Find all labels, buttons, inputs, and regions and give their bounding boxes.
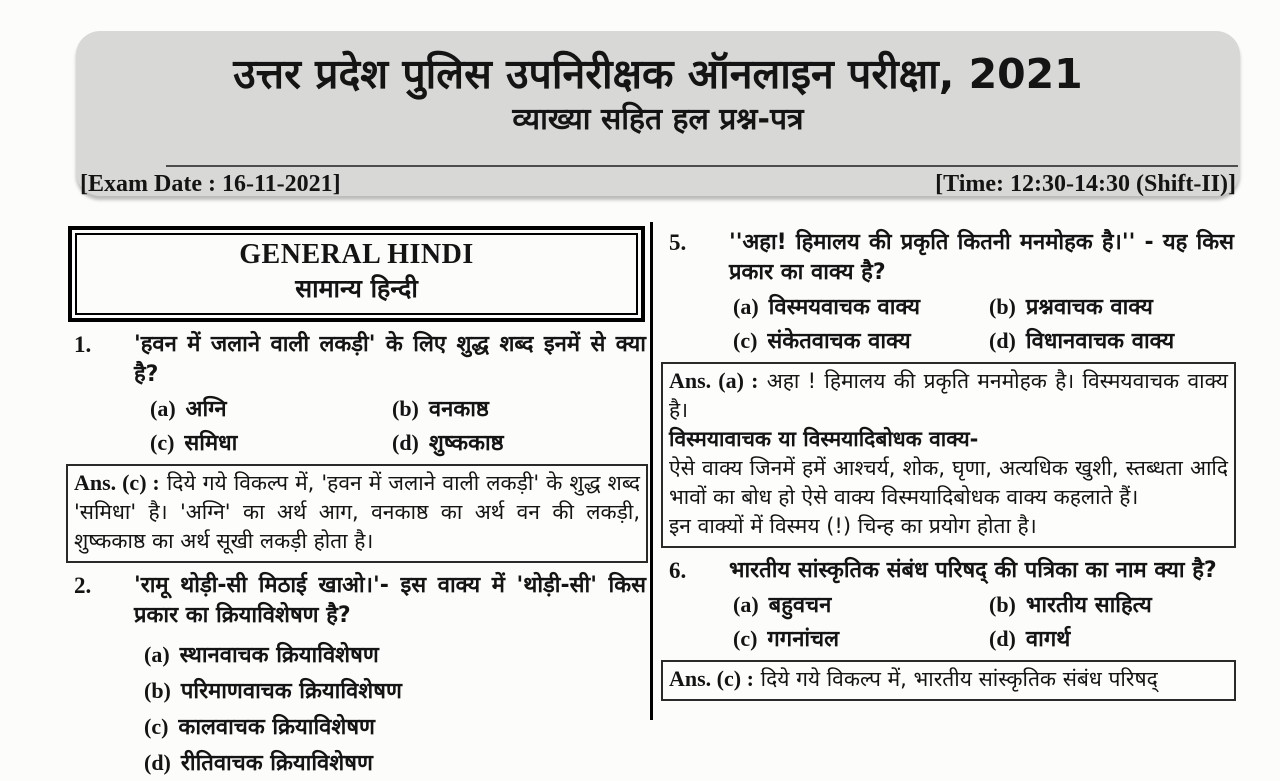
question-5-number: 5. bbox=[669, 230, 687, 255]
question-1-option-a bbox=[150, 394, 392, 424]
option-text: शुष्ककाष्ठ bbox=[428, 431, 504, 456]
question-2-options bbox=[144, 637, 648, 781]
question-5 bbox=[661, 228, 1236, 288]
question-6-option-d bbox=[989, 624, 1236, 654]
option-text: संकेतवाचक वाक्य bbox=[767, 329, 911, 354]
option-label: (a) bbox=[150, 396, 176, 421]
question-2 bbox=[66, 571, 648, 631]
left-column bbox=[66, 220, 648, 776]
question-5-options bbox=[733, 292, 1236, 356]
answer-5-subheading: विस्मयावाचक या विस्मयादिबोधक वाक्य- bbox=[669, 427, 979, 451]
exam-subtitle: व्याख्या सहित हल प्रश्न-पत्र bbox=[512, 102, 804, 137]
option-label: (d) bbox=[392, 430, 419, 455]
question-6-option-b bbox=[989, 590, 1236, 620]
answer-5-explanation-1: ऐसे वाक्य जिनमें हमें आश्चर्य, शोक, घृणा, अत्यधिक खुशी, स्तब्धता आदि भावों का बोध हो ऐसे वाक्य विस्मयादिबोधक वाक्य कहलाते हैं। bbox=[669, 456, 1228, 509]
section-title-box bbox=[68, 226, 645, 322]
answer-6-body: दिये गये विकल्प में, भारतीय सांस्कृतिक संबंध परिषद् bbox=[760, 667, 1158, 691]
option-label: (a) bbox=[144, 642, 170, 667]
option-text: रीतिवाचक क्रियाविशेषण bbox=[180, 751, 373, 776]
answer-1-text bbox=[74, 468, 640, 556]
option-label: (b) bbox=[989, 294, 1016, 319]
exam-shift-time: [Time: 12:30-14:30 (Shift-II)] bbox=[935, 171, 1236, 197]
exam-date: [Exam Date : 16-11-2021] bbox=[80, 171, 341, 197]
option-text: बहुवचन bbox=[768, 593, 832, 618]
question-5-text: ''अहा! हिमालय की प्रकृति कितनी मनमोहक है।'' - यह किस प्रकार का वाक्य है? bbox=[729, 230, 1234, 285]
option-label: (b) bbox=[144, 678, 171, 703]
column-divider-line bbox=[650, 222, 653, 720]
answer-5-label: Ans. (a) : bbox=[669, 368, 759, 393]
option-label: (c) bbox=[150, 430, 175, 455]
answer-5-body: अहा ! हिमालय की प्रकृति मनमोहक है। विस्मयवाचक वाक्य है। bbox=[669, 369, 1228, 422]
header-divider-line bbox=[166, 165, 1238, 167]
question-2-text: 'रामू थोड़ी-सी मिठाई खाओ।'- इस वाक्य में 'थोड़ी-सी' किस प्रकार का क्रियाविशेषण है? bbox=[134, 573, 646, 628]
question-2-option-a bbox=[144, 637, 648, 673]
exam-title: उत्तर प्रदेश पुलिस उपनिरीक्षक ऑनलाइन परीक्षा, 2021 bbox=[233, 50, 1083, 98]
question-6-option-c bbox=[733, 624, 989, 654]
question-6-number: 6. bbox=[669, 558, 687, 583]
question-2-option-c bbox=[144, 709, 648, 745]
option-text: वनकाष्ठ bbox=[428, 397, 489, 422]
answer-1-body: दिये गये विकल्प में, 'हवन में जलाने वाली लकड़ी' के शुद्ध शब्द 'समिधा' है। 'अग्नि' का अर्थ आग, वनकाष्ठ का अर्थ वन की लकड़ी, शुष्ककाष्ठ का अर्थ सूखी लकड़ी होता है। bbox=[74, 471, 640, 553]
answer-5-text bbox=[669, 366, 1228, 425]
question-2-number: 2. bbox=[74, 573, 92, 598]
question-columns bbox=[66, 220, 1236, 776]
option-label: (d) bbox=[989, 626, 1016, 651]
option-text: स्थानवाचक क्रियाविशेषण bbox=[179, 643, 379, 668]
question-5-option-d bbox=[989, 326, 1236, 356]
question-1-options bbox=[150, 394, 648, 458]
answer-6-label: Ans. (c) : bbox=[669, 666, 754, 691]
question-1-option-d bbox=[392, 428, 648, 458]
option-text: भारतीय साहित्य bbox=[1025, 593, 1152, 618]
option-label: (c) bbox=[733, 328, 758, 353]
question-1-text: 'हवन में जलाने वाली लकड़ी' के लिए शुद्ध शब्द इनमें से क्या है? bbox=[134, 332, 646, 387]
section-title-inner bbox=[75, 233, 638, 315]
option-text: समिधा bbox=[184, 431, 238, 456]
option-label: (a) bbox=[733, 294, 759, 319]
option-text: परिमाणवाचक क्रियाविशेषण bbox=[180, 679, 402, 704]
answer-1-box bbox=[66, 464, 648, 563]
option-text: अग्नि bbox=[185, 397, 227, 422]
answer-6-box bbox=[661, 660, 1236, 701]
option-text: गगनांचल bbox=[767, 627, 839, 652]
section-title-hindi: सामान्य हिन्दी bbox=[295, 274, 418, 303]
question-1-option-b bbox=[392, 394, 648, 424]
question-5-option-a bbox=[733, 292, 989, 322]
question-6-options bbox=[733, 590, 1236, 654]
answer-6-text bbox=[669, 664, 1228, 694]
option-label: (c) bbox=[733, 626, 758, 651]
question-6-option-a bbox=[733, 590, 989, 620]
question-5-option-b bbox=[989, 292, 1236, 322]
option-text: विस्मयवाचक वाक्य bbox=[768, 295, 920, 320]
option-label: (b) bbox=[392, 396, 419, 421]
option-label: (b) bbox=[989, 592, 1016, 617]
option-text: प्रश्नवाचक वाक्य bbox=[1025, 295, 1153, 320]
exam-meta-row bbox=[80, 170, 1236, 198]
question-2-option-d bbox=[144, 745, 648, 781]
option-label: (d) bbox=[989, 328, 1016, 353]
answer-5-box bbox=[661, 362, 1236, 548]
option-label: (a) bbox=[733, 592, 759, 617]
option-label: (c) bbox=[144, 714, 169, 739]
exam-header-box bbox=[76, 31, 1240, 196]
question-1 bbox=[66, 330, 648, 390]
question-1-option-c bbox=[150, 428, 392, 458]
option-label: (d) bbox=[144, 750, 171, 775]
question-6-text: भारतीय सांस्कृतिक संबंध परिषद् की पत्रिका का नाम क्या है? bbox=[729, 558, 1217, 583]
question-6 bbox=[661, 556, 1236, 586]
right-column bbox=[655, 220, 1236, 720]
question-5-option-c bbox=[733, 326, 989, 356]
question-2-option-b bbox=[144, 673, 648, 709]
option-text: वागर्थ bbox=[1025, 627, 1071, 652]
answer-5-explanation-2: इन वाक्यों में विस्मय (!) चिन्ह का प्रयोग होता है। bbox=[669, 514, 1037, 538]
option-text: कालवाचक क्रियाविशेषण bbox=[178, 715, 375, 740]
option-text: विधानवाचक वाक्य bbox=[1025, 329, 1175, 354]
section-title-english: GENERAL HINDI bbox=[239, 239, 474, 270]
answer-1-label: Ans. (c) : bbox=[74, 470, 160, 495]
question-1-number: 1. bbox=[74, 332, 92, 357]
